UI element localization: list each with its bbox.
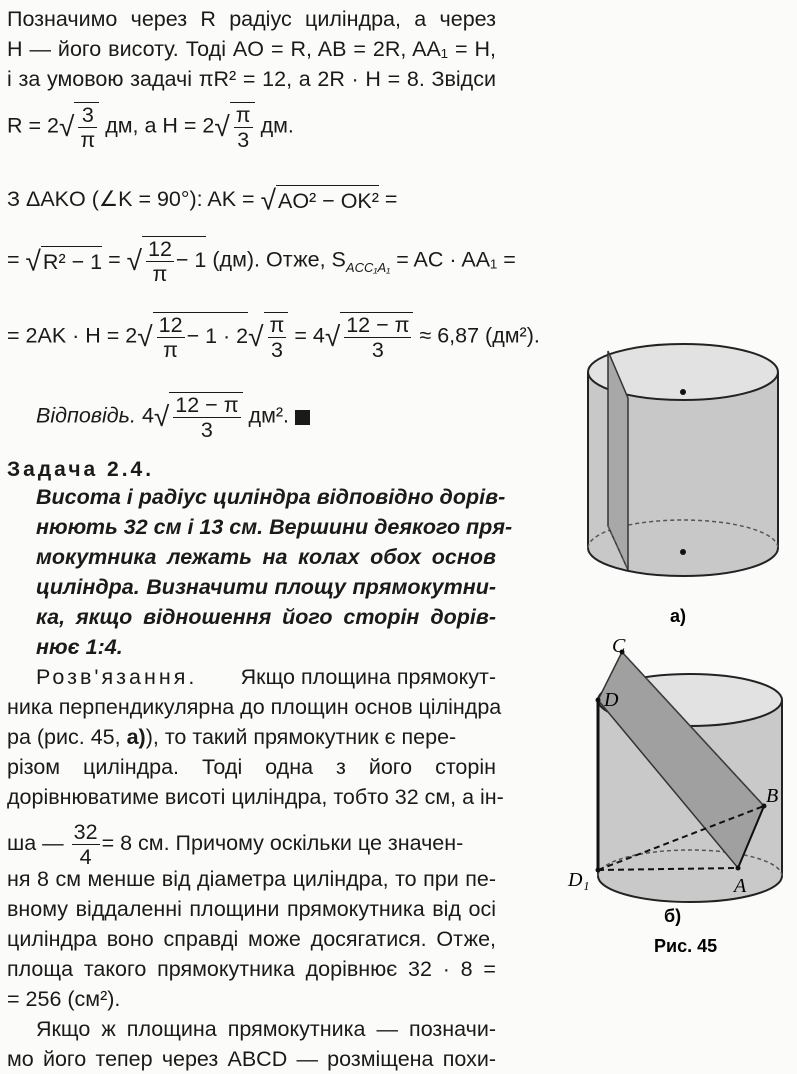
- figure-45: [560, 340, 790, 960]
- task-line-4: циліндра. Визначити площу прямокутни-: [36, 575, 496, 599]
- label-d: D: [604, 689, 619, 711]
- text-line-3: і за умовою задачі πR² = 12, а 2R · H = 8. Звідси: [7, 67, 496, 91]
- end-of-proof-mark: [295, 410, 310, 425]
- formula-r-h: R = 2√ $\frac{3}{\pi}$ дм, а H = 2√ $\frac{\pi}{3}$ дм.: [7, 103, 294, 152]
- answer: Відповідь. 4√ $\frac{12 - \pi}{3}$ дм².: [36, 392, 310, 442]
- text-line-2: H — його висоту. Тоді AO = R, AB = 2R, AA₁ = H,: [7, 37, 496, 61]
- cylinder-b: [596, 650, 783, 903]
- task-line-2: нюють 32 см і 13 см. Вершини деякого пря-: [36, 515, 513, 539]
- solution-line-3: ра (рис. 45, а)), то такий прямокутник є пере-: [7, 725, 457, 749]
- label-a: A: [734, 875, 747, 897]
- solution-line-1: Розв'язання. Якщо площина прямокут-: [36, 662, 496, 692]
- task-heading: Задача 2.4.: [7, 458, 155, 481]
- solution-line-12: Якщо ж площина прямокутника — позначи-: [36, 1017, 496, 1041]
- label-d1: D₁: [568, 869, 590, 891]
- solution-line-6: ша — $\frac{32}{4}$ = 8 см. Причому оскільки це значен-: [7, 820, 464, 869]
- solution-line-5: дорівнюватиме висоті циліндра, тобто 32 см, а ін-: [7, 785, 504, 809]
- solution-line-9: циліндра воно справді може досягатися. Отже,: [7, 927, 496, 951]
- cylinder-a: [588, 344, 778, 576]
- solution-label: Розв'язання.: [36, 665, 198, 689]
- caption-a: а): [670, 606, 687, 626]
- solution-line-8: вному віддаленні площини прямокутника від осі: [7, 897, 496, 921]
- text-line-1: Позначимо через R радіус циліндра, а через: [7, 7, 496, 31]
- label-b: B: [766, 785, 779, 807]
- caption-b: б): [664, 906, 682, 926]
- solution-line-4: різом циліндра. Тоді одна з його сторін: [7, 755, 496, 779]
- solution-line-2: ника перпендикулярна до площин основ ціліндра: [7, 695, 502, 719]
- solution-line-10: площа такого прямокутника дорівнює 32 · 8 =: [7, 957, 496, 981]
- label-c: C: [612, 635, 626, 657]
- task-line-5: ка, якщо відношення його сторін дорів-: [36, 605, 496, 629]
- formula-area: = 2AK · H = 2√ $\frac{12}{\pi}$ − 1 · 2√ $\frac{\pi}{3}$ = 4√ $\frac{12 - \pi}{3}$ ≈ 6,87 (дм²).: [7, 313, 540, 362]
- task-line-6: нює 1:4.: [36, 635, 123, 659]
- solution-line-13: мо його тепер через ABCD — розміщена похи-: [7, 1047, 496, 1071]
- task-line-3: мокутника лежать на колах обох основ: [36, 545, 496, 569]
- solution-line-7: ня 8 см менше від діаметра циліндра, то при пе-: [7, 867, 496, 891]
- task-line-1: Висота і радіус циліндра відповідно дорів-: [36, 485, 506, 509]
- formula-ak-value: = √R² − 1 = √ $\frac{12}{\pi}$ − 1 (дм). Отже, $S_{ACC_1A_1}$ = AC · AA₁ =: [7, 237, 516, 286]
- figure-title: Рис. 45: [654, 936, 718, 956]
- formula-ak: З ΔAKO (∠K = 90°): AK = √AO² − OK² =: [7, 184, 398, 216]
- solution-line-11: = 256 (см²).: [7, 987, 121, 1011]
